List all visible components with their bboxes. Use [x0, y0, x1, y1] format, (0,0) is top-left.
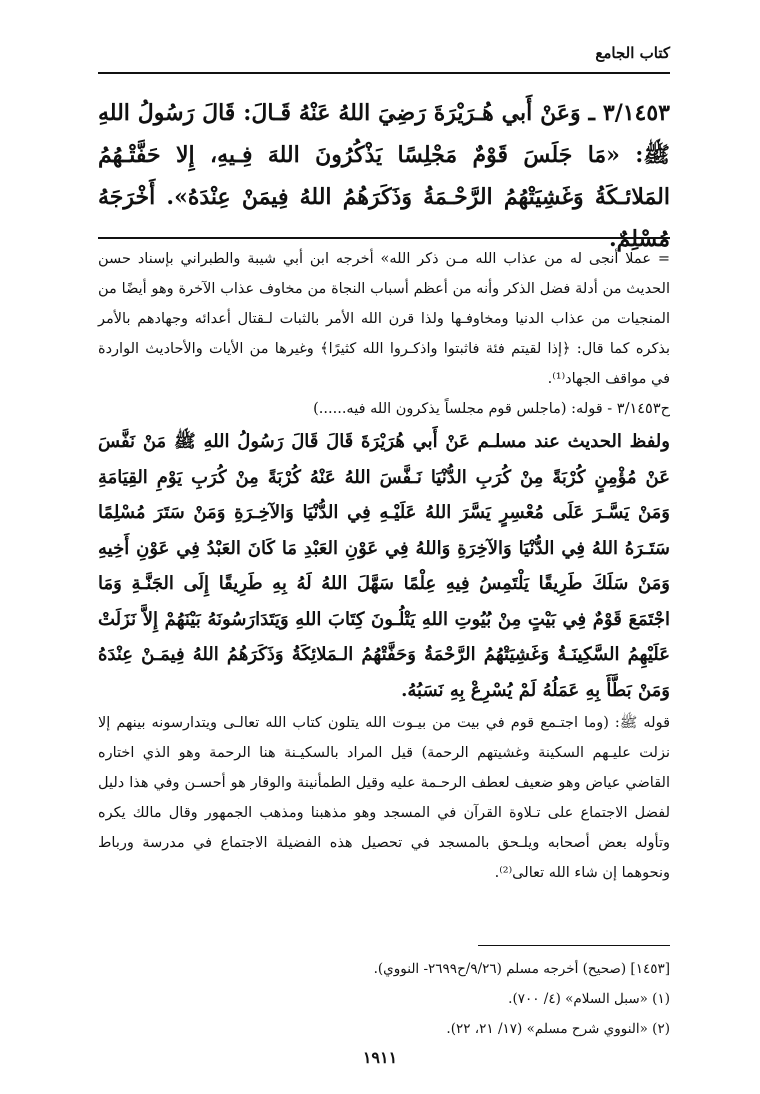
paragraph-2-hadith: مَنْ نَفَّسَ عَنْ مُؤْمِنٍ كُرْبَةً مِنْ كُرَبِ الدُّنْيَا نَـفَّسَ اللهُ عَنْهُ كُرْبَةً مِنْ كُرَبِ يَوْمِ القِيَامَةِ وَمَنْ يَسَّـرَ عَلَى مُعْسِرٍ يَسَّرَ اللهُ عَلَيْـهِ فِي الدُّنْيَا وَالآخِـرَةِ وَمَنْ سَتَرَ مُسْلِمًا سَتَـرَهُ اللهُ فِي الدُّنْيَا وَالآخِرَةِ وَاللهُ فِي عَوْنِ العَبْدِ مَا كَانَ العَبْدُ فِي عَوْنِ أَخِيهِ وَمَنْ سَلَكَ طَرِيقًا يَلْتَمِسُ فِيهِ عِلْمًا سَهَّلَ اللهُ لَهُ بِهِ طَرِيقًا إِلَى الجَنَّـةِ وَمَا اجْتَمَعَ قَوْمٌ فِي بَيْتٍ مِنْ بُيُوتِ اللهِ يَتْلُـونَ كِتَابَ اللهِ وَيَتَدَارَسُونَهُ بَيْنَهُمْ إِلاَّ نَزَلَتْ عَلَيْهِمُ السَّكِينَـةُ وَغَشِيَتْهُمُ الرَّحْمَةُ وَحَفَّتْهُمُ الـمَلائِكَةُ وَذَكَرَهُمُ اللهُ فِيمَـنْ عِنْدَهُ وَمَنْ بَطَّأَ بِهِ عَمَلُهُ لَمْ يُسْرِعْ بِهِ نَسَبُهُ.: [98, 431, 670, 701]
commentary-divider: [98, 237, 670, 239]
hadith-number: ٣/١٤٥٣ ـ: [588, 100, 670, 126]
footnotes: [98, 954, 670, 1044]
commentary-section: [98, 244, 670, 888]
commentary-paragraph-2: [98, 424, 670, 708]
footnote-item: (٢) «النووي شرح مسلم» (١٧/ ٢١، ٢٢).: [446, 1021, 670, 1037]
footnote-item: (١) «سبل السلام» (٤/ ٧٠٠).: [508, 991, 670, 1007]
footnote-item: [١٤٥٣] (صحيح) أخرجه مسلم (٩/٢٦/ح٢٦٩٩- النووي).: [373, 961, 670, 977]
header-divider: [98, 72, 670, 74]
section-heading: ح٣/١٤٥٣ - قوله: (ماجلس قوم مجلساً يذكرون الله فيه......): [313, 401, 670, 417]
hadith-text: وَعَنْ أَبي هُـرَيْرَةَ رَضِيَ اللهُ عَنْهُ قَـالَ: قَالَ رَسُولُ اللهِ ﷺ: «مَا جَلَسَ قَوْمٌ مَجْلِسًا يَذْكُرُونَ اللهَ فِـيهِ، إِلا حَفَّتْـهُمُ المَلائـكَةُ وَغَشِيَتْهُمُ الرَّحْـمَةُ وَذَكَرَهُمُ اللهُ فِيمَنْ عِنْدَهُ». أَخْرَجَهُ مُسْلِمٌ.: [98, 100, 670, 252]
footnote-divider: [478, 945, 670, 946]
main-hadith: [98, 92, 670, 260]
commentary-paragraph-1: = عملا أنجى له من عذاب الله مـن ذكر الله» أخرجه ابن أبي شيبة والطبراني بإسناد حسن الحديث من أدلة فضل الذكر وأنه من أعظم أسباب النجاة من مخاوف عذاب الآخرة وهو أيضًا من المنجيات من عذاب الدنيا ومخاوفـها ولذا قرن الله الأمر بالثبات لـقتال أعدائه وجهادهم بالأمر بذكره كما قال: ﴿إذا لقيتم فئة فاثبتوا واذكـروا الله كثيرًا﴾ وغيرها من الأيات والأحاديث الواردة في مواقف الجهاد⁽¹⁾.: [98, 251, 670, 387]
running-header: [98, 44, 670, 68]
paragraph-2-intro: ولفظ الحديث عند مسلـم عَنْ أَبي هُرَيْرَةَ قَالَ قَالَ رَسُولُ اللهِ ﷺ: [173, 431, 670, 452]
running-title: كتاب الجامع: [595, 44, 670, 62]
commentary-paragraph-3: قوله ﷺ: (وما اجتـمع قوم في بيت من بيـوت الله يتلون كتاب الله تعالـى ويتدارسونه بينهم إلا نزلت عليـهم السكينة وغشيتهم الرحمة) قيل المراد بالسكيـنة هنا الرحمة وهو الذي اختاره القاضي عياض وهو ضعيف لعطف الرحـمة عليه وقيل الطمأنينة والوقار هو أحسـن وفي هذا دليل لفضل الاجتماع على تـلاوة القرآن في المسجد وهو مذهبنا ومذهب الجمهور وقال مالك يكره وتأوله بعض أصحابه ويلـحق بالمسجد في تحصيل هذه الفضيلة الاجتماع في مدرسة ورباط ونحوهما إن شاء الله تعالى⁽²⁾.: [98, 715, 670, 881]
page-number: ١٩١١: [362, 1048, 398, 1067]
